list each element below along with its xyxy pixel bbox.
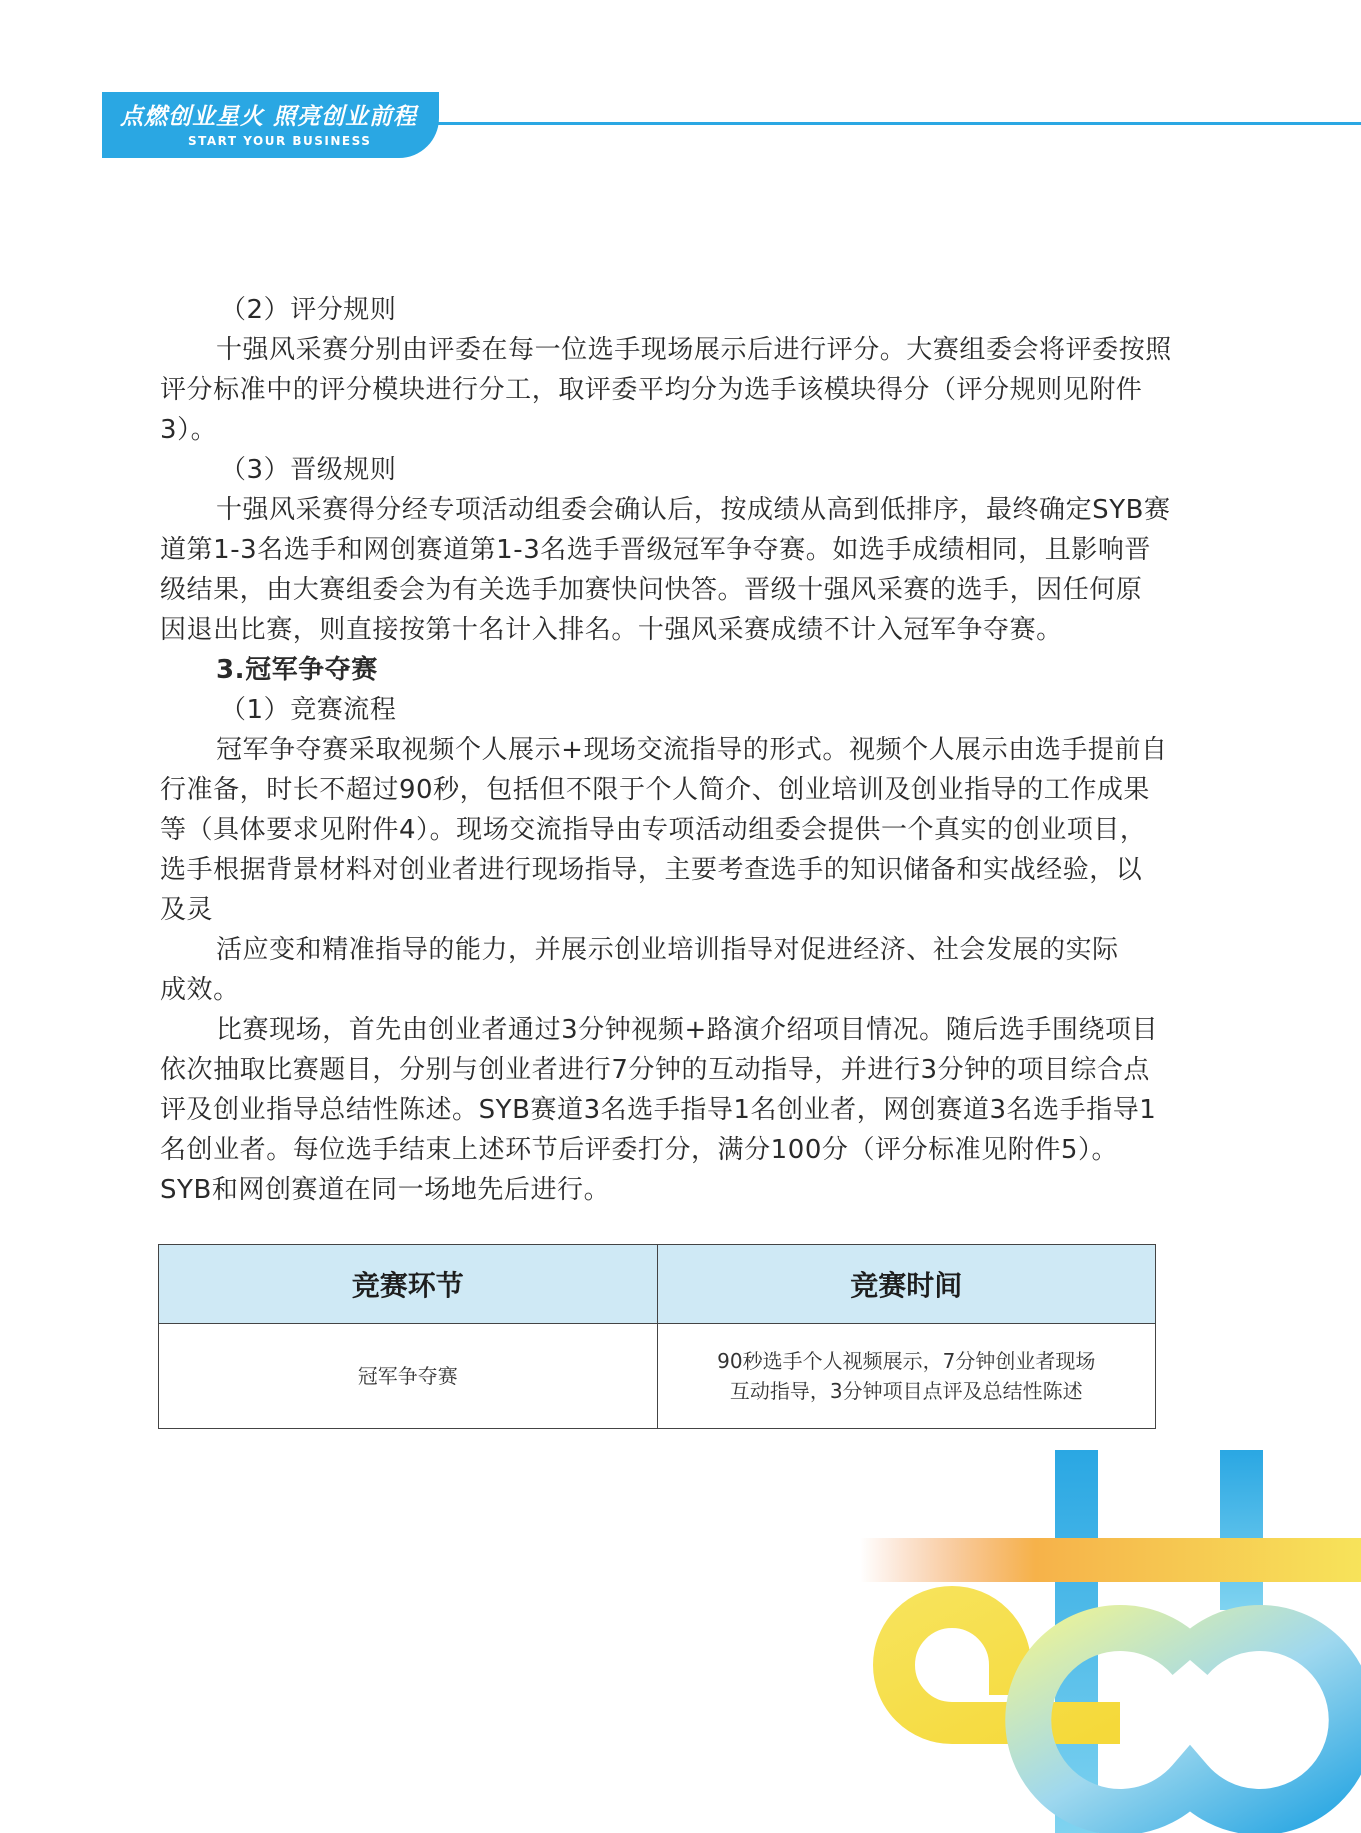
- paragraph-line: 选手根据背景材料对创业者进行现场指导，主要考查选手的知识储备和实战经验，以: [160, 855, 1143, 885]
- header-slogan: 点燃创业星火 照亮创业前程: [120, 104, 418, 130]
- paragraph-line: 及灵: [160, 895, 214, 925]
- subheading-competition-process: （1）竞赛流程: [220, 695, 397, 725]
- paragraph-line: 名创业者。每位选手结束上述环节后评委打分，满分100分（评分标准见附件5）。: [160, 1135, 1119, 1165]
- paragraph-line: 冠军争夺赛采取视频个人展示+现场交流指导的形式。视频个人展示由选手提前自: [216, 735, 1168, 765]
- table-header-stage: 竞赛环节: [159, 1245, 658, 1324]
- paragraph-line: 3）。: [160, 415, 218, 445]
- paragraph-line: 评分标准中的评分模块进行分工，取评委平均分为选手该模块得分（评分规则见附件: [160, 375, 1143, 405]
- paragraph-line: 活应变和精准指导的能力，并展示创业培训指导对促进经济、社会发展的实际: [216, 935, 1119, 965]
- table-cell-time-line: 90秒选手个人视频展示，7分钟创业者现场: [717, 1349, 1096, 1373]
- table-cell-stage: 冠军争夺赛: [159, 1324, 658, 1429]
- header-divider-line: [430, 122, 1361, 125]
- paragraph-line: 因退出比赛，则直接按第十名计入排名。十强风采赛成绩不计入冠军争夺赛。: [160, 615, 1063, 645]
- vertical-bar-shape: [1220, 1450, 1263, 1610]
- paragraph-line: 评及创业指导总结性陈述。SYB赛道3名选手指导1名创业者，网创赛道3名选手指导1: [160, 1095, 1157, 1125]
- header-tab: [102, 92, 439, 158]
- header-subtitle: START YOUR BUSINESS: [188, 134, 372, 148]
- section-heading-championship: 3.冠军争夺赛: [216, 655, 378, 685]
- table-cell-time: [657, 1324, 1156, 1429]
- subheading-scoring-rules: （2）评分规则: [220, 295, 397, 325]
- paragraph-line: 成效。: [160, 975, 240, 1005]
- table-header-row: [159, 1245, 1156, 1324]
- decorative-graphic: [860, 1450, 1361, 1833]
- paragraph-line: 道第1-3名选手和网创赛道第1-3名选手晋级冠军争夺赛。如选手成绩相同，且影响晋: [160, 535, 1151, 565]
- horizontal-bar-shape: [860, 1538, 1361, 1582]
- paragraph-line: SYB和网创赛道在同一场地先后进行。: [160, 1175, 611, 1205]
- paragraph-line: 行准备，时长不超过90秒，包括但不限于个人简介、创业培训及创业指导的工作成果: [160, 775, 1150, 805]
- paragraph-line: 等（具体要求见附件4）。现场交流指导由专项活动组委会提供一个真实的创业项目，: [160, 815, 1147, 845]
- subheading-promotion-rules: （3）晋级规则: [220, 455, 397, 485]
- table-header-time: 竞赛时间: [657, 1245, 1156, 1324]
- paragraph-line: 十强风采赛得分经专项活动组委会确认后，按成绩从高到低排序，最终确定SYB赛: [216, 495, 1171, 525]
- paragraph-line: 级结果，由大赛组委会为有关选手加赛快问快答。晋级十强风采赛的选手，因任何原: [160, 575, 1143, 605]
- table-row: [159, 1324, 1156, 1429]
- competition-schedule-table: [158, 1244, 1156, 1429]
- paragraph-line: 比赛现场，首先由创业者通过3分钟视频+路演介绍项目情况。随后选手围绕项目: [216, 1015, 1159, 1045]
- header-banner: [0, 92, 1361, 158]
- document-body: [160, 290, 1192, 1210]
- table-cell-time-line: 互动指导，3分钟项目点评及总结性陈述: [729, 1379, 1083, 1403]
- paragraph-line: 依次抽取比赛题目，分别与创业者进行7分钟的互动指导，并进行3分钟的项目综合点: [160, 1055, 1150, 1085]
- paragraph-line: 十强风采赛分别由评委在每一位选手现场展示后进行评分。大赛组委会将评委按照: [216, 335, 1172, 365]
